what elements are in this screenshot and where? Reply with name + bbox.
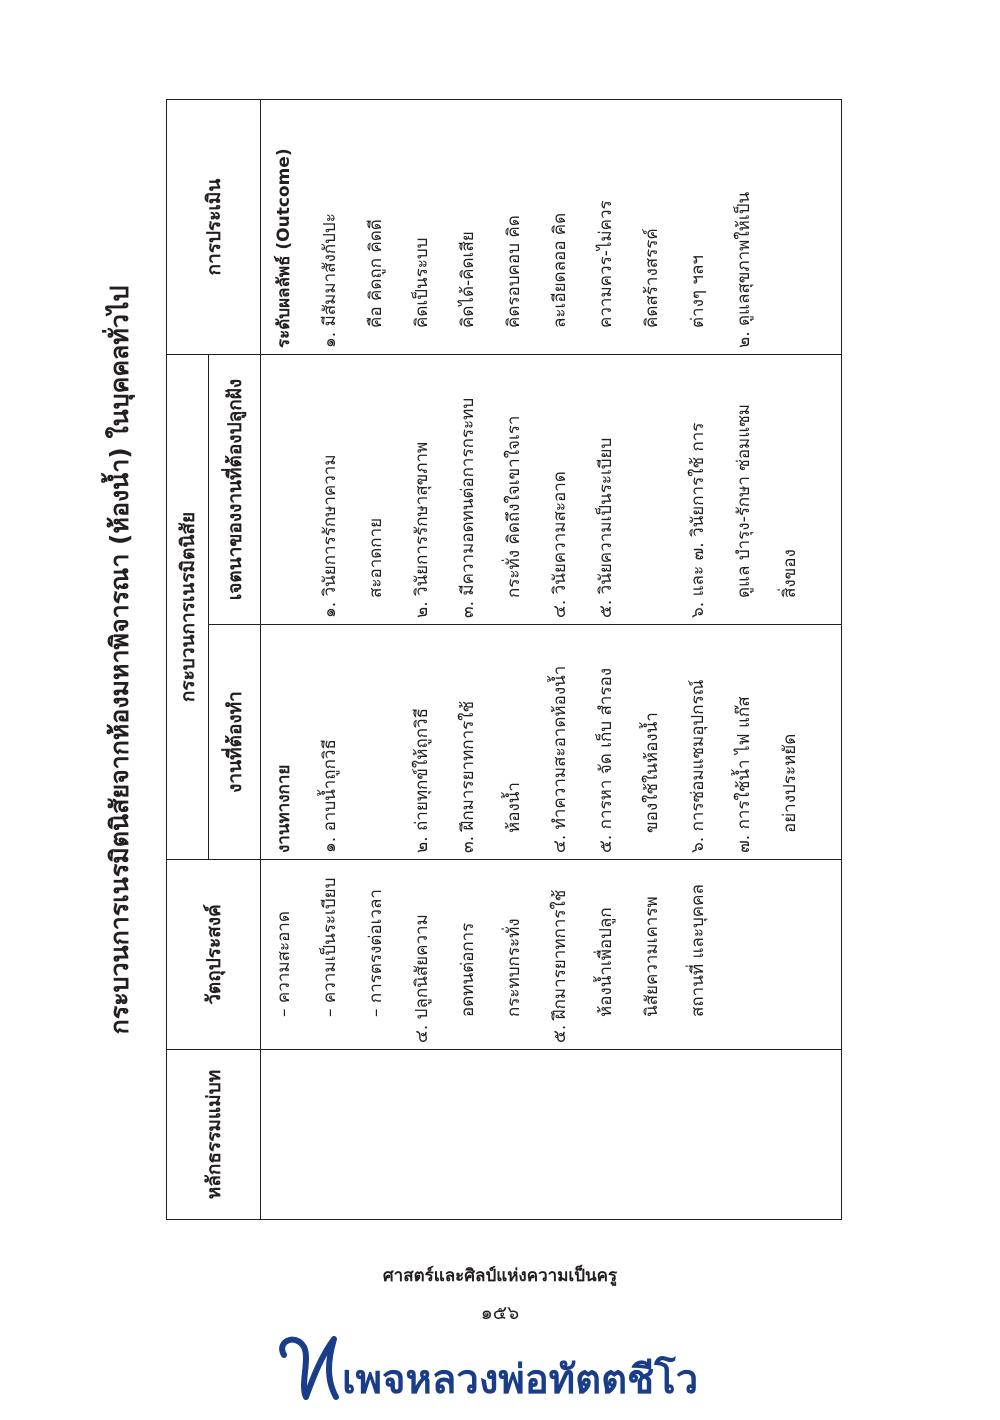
intention-line: ๓. มีความอดทนต่อการกระทบ: [458, 397, 478, 618]
task-line: ๒. ถ่ายทุกข์ให้ถูกวิธี: [412, 708, 432, 853]
brand-text: เพจหลวงพ่อทัตตชีโว: [342, 1357, 699, 1403]
intention-line: [629, 361, 675, 618]
intention-line: ๖. และ ๗. วินัยการใช้ การ: [688, 422, 708, 618]
objective-line: กระทบกระทั่ง: [504, 918, 524, 1017]
intention-line: กระทั่ง คิดถึงใจเขาใจเรา: [504, 415, 524, 598]
task-line: ๗. การใช้น้ำ ไฟ แก๊ส: [734, 696, 754, 853]
objective-line: ๔. ปลูกนิสัยความ: [412, 914, 432, 1043]
header-process: กระบวนการเนรมิตนิสัย: [167, 355, 209, 860]
task-line: ของใช้ในห้องน้ำ: [642, 712, 662, 833]
task-line: ๓. ฝึกมารยาทการใช้: [458, 700, 478, 853]
objective-line: นิสัยความเคารพ: [642, 896, 662, 1017]
objective-line: อดทนต่อการ: [458, 922, 478, 1017]
evaluation-line: คิดเป็นระบบ: [412, 237, 432, 328]
dhamma-cell: [261, 1050, 842, 1220]
task-line: ๔. ทำความสะอาดห้องน้ำ: [550, 665, 570, 853]
task-line: งานทางกาย: [274, 764, 294, 853]
brand-logo: [270, 1325, 750, 1405]
objective-line: ๕. ฝึกมารยาทการใช้: [550, 889, 570, 1043]
header-tasks: งานที่ต้องทำ: [209, 625, 261, 860]
evaluation-line: ละเอียดลออ คิด: [550, 212, 570, 328]
intention-line: ๑. วินัยการรักษาความ: [320, 454, 340, 618]
intention-cell: [261, 355, 842, 625]
header-evaluation: การประเมิน: [167, 100, 261, 355]
intention-line: ๒. วินัยการรักษาสุขภาพ: [412, 441, 432, 618]
objective-cell: [261, 860, 842, 1050]
task-line: [353, 631, 399, 853]
evaluation-line: ความควร-ไม่ควร: [596, 200, 616, 328]
objective-line: – การตรงต่อเวลา: [366, 889, 386, 1017]
intention-line: สะอาดกาย: [366, 517, 386, 598]
header-objective: วัตถุประสงค์: [167, 860, 261, 1050]
tasks-cell: [261, 625, 842, 860]
evaluation-line: คือ คิดถูก คิดดี: [366, 219, 386, 328]
objective-line: – ความเป็นระเบียบ: [320, 877, 340, 1017]
evaluation-line: คิดสร้างสรรค์: [642, 228, 662, 328]
evaluation-line: ๒. ดูแลสุขภาพให้เป็น: [734, 191, 754, 348]
evaluation-line: คิดรอบคอบ คิด: [504, 215, 524, 328]
intention-line: ๕. วินัยความเป็นระเบียบ: [596, 437, 616, 618]
page-title: กระบวนการเนรมิตนิสัยจากห้องมหาพิจารณา (ห้องน้ำ) ในบุคคลทั่วไป: [105, 285, 134, 1035]
evaluation-cell: [261, 100, 842, 355]
task-line: ๑. อาบน้ำถูกวิธี: [320, 739, 340, 853]
evaluation-line: ต่างๆ ฯลฯ: [688, 255, 708, 328]
evaluation-line: คิดได้-คิดเสีย: [458, 231, 478, 328]
intention-line: สิ่งของ: [780, 549, 800, 598]
objective-line: สถานที่ และบุคคล: [688, 884, 708, 1017]
intention-line: [261, 361, 307, 618]
intention-line: ๔. วินัยความสะอาด: [550, 471, 570, 618]
book-title: ศาสตร์และศิลป์แห่งความเป็นครู: [382, 1266, 618, 1286]
task-line: ๕. การหา จัด เก็บ สำรอง: [596, 667, 616, 853]
task-line: ห้องน้ำ: [504, 782, 524, 833]
evaluation-line: ระดับผลลัพธ์ (Outcome): [274, 148, 294, 348]
task-line: ๖. การซ่อมแซมอุปกรณ์: [688, 679, 708, 853]
objective-line: ห้องน้ำเพื่อปลูก: [596, 907, 616, 1017]
rotated-table-page: [100, 100, 800, 1220]
task-line: อย่างประหยัด: [780, 733, 800, 833]
page-number: ๑๕๖: [480, 1302, 520, 1324]
header-intention: เจตนาของงานที่ต้องปลูกฝัง: [209, 355, 261, 625]
habit-process-table: [166, 99, 842, 1220]
objective-line: – ความสะอาด: [274, 911, 294, 1017]
evaluation-line: ๑. มีสัมมาสังกัปปะ: [320, 213, 340, 348]
intention-line: ดูแล บำรุง-รักษา ซ่อมแซม: [734, 404, 754, 598]
header-dhamma: หลักธรรมแม่บท: [167, 1050, 261, 1220]
